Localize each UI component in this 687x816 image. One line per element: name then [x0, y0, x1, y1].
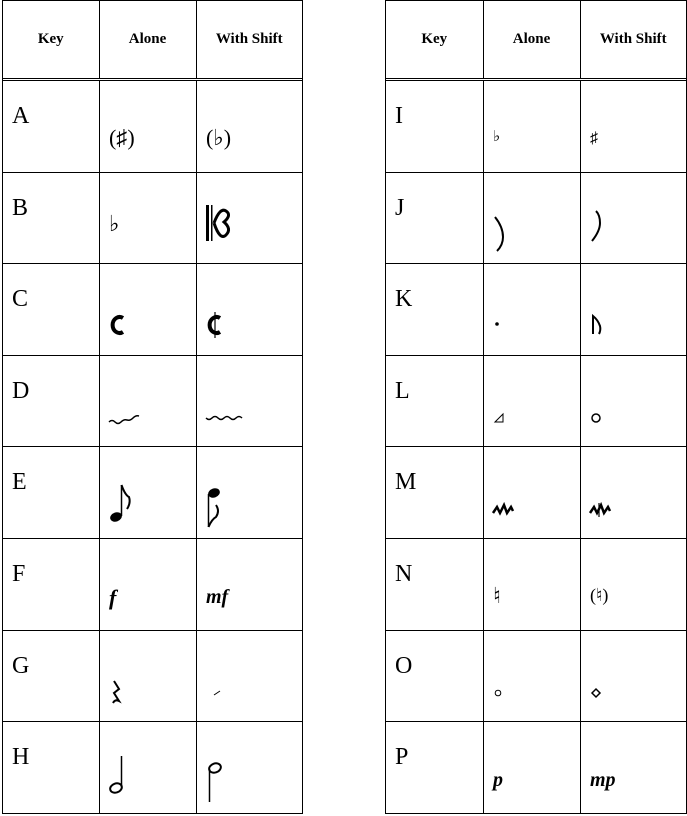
key-cell	[3, 722, 99, 813]
header-key: Key	[386, 1, 483, 80]
short-flag-icon	[590, 292, 650, 342]
key-label: B	[12, 194, 29, 221]
half-note-stem-up-icon	[109, 750, 169, 800]
glyph-cell	[580, 172, 686, 264]
key-cell	[386, 264, 483, 356]
long-flag-down-icon	[493, 201, 553, 251]
key-label: K	[395, 286, 413, 313]
glyph-cell	[483, 355, 580, 447]
glyph-cell	[483, 172, 580, 264]
key-label: G	[12, 652, 30, 679]
table-row	[3, 630, 302, 722]
key-label: O	[395, 652, 413, 679]
key-cell	[3, 172, 99, 264]
flat-icon	[109, 201, 169, 251]
key-cell	[386, 722, 483, 813]
long-flag-up-icon	[590, 201, 650, 251]
key-cell	[3, 80, 99, 173]
key-label: M	[395, 469, 417, 496]
small-sharp-icon	[590, 109, 650, 159]
table-row	[386, 722, 686, 813]
key-cell	[386, 538, 483, 630]
table-row	[3, 538, 302, 630]
key-label: L	[395, 377, 410, 404]
key-label: P	[395, 744, 409, 771]
header-with-shift: With Shift	[196, 1, 302, 80]
header-alone: Alone	[99, 1, 196, 80]
glyph-cell	[483, 80, 580, 173]
header-key: Key	[3, 1, 99, 80]
key-table-left	[2, 0, 303, 814]
glyph-cell	[483, 722, 580, 813]
table-row	[386, 355, 686, 447]
glyph-cell	[580, 722, 686, 813]
glyph-cell	[196, 264, 302, 356]
forte-icon	[109, 567, 169, 617]
mezzo-forte-icon	[206, 567, 266, 617]
glyph-cell	[99, 538, 196, 630]
glyph-cell	[99, 80, 196, 173]
quarter-rest-icon	[109, 659, 169, 709]
trill-line-icon	[109, 384, 169, 434]
glyph-cell	[99, 172, 196, 264]
table-row	[3, 355, 302, 447]
small-diamond-icon	[590, 659, 650, 709]
key-cell	[386, 355, 483, 447]
glyph-cell	[483, 447, 580, 539]
small-circle-icon	[590, 384, 650, 434]
eighth-note-stem-down-icon	[206, 475, 266, 525]
key-label: E	[12, 469, 27, 496]
glyph-cell	[580, 447, 686, 539]
vibrato-line-icon	[206, 384, 266, 434]
key-label: N	[395, 560, 413, 587]
table-row	[386, 264, 686, 356]
dot-icon	[493, 292, 553, 342]
table-row	[3, 447, 302, 539]
table-row	[386, 172, 686, 264]
table-row	[3, 264, 302, 356]
cut-time-icon	[206, 292, 266, 342]
key-label: J	[395, 194, 405, 221]
mordent-icon	[493, 475, 553, 525]
natural-icon	[493, 567, 553, 617]
common-time-icon	[109, 292, 169, 342]
key-cell	[386, 80, 483, 173]
key-cell	[386, 447, 483, 539]
header-row	[3, 1, 302, 80]
tiny-circle-icon	[493, 659, 553, 709]
glyph-cell	[196, 722, 302, 813]
key-label: H	[12, 744, 30, 771]
table-row	[3, 172, 302, 264]
glyph-cell	[196, 538, 302, 630]
piano-icon	[493, 750, 553, 800]
glyph-cell	[196, 172, 302, 264]
glyph-cell	[483, 538, 580, 630]
glyph-cell	[580, 538, 686, 630]
glyph-cell	[99, 447, 196, 539]
glyph-cell	[580, 355, 686, 447]
eighth-note-stem-up-icon	[109, 475, 169, 525]
inverted-mordent-icon	[590, 475, 650, 525]
key-cell	[386, 630, 483, 722]
glyph-cell	[196, 630, 302, 722]
glyph-cell	[580, 80, 686, 173]
small-slash-icon	[206, 659, 266, 709]
key-cell	[3, 264, 99, 356]
key-cell	[3, 630, 99, 722]
parenthesized-natural-icon	[590, 567, 650, 617]
header-row	[386, 1, 686, 80]
c-clef-icon	[206, 201, 266, 251]
glyph-cell	[196, 447, 302, 539]
glyph-cell	[196, 80, 302, 173]
parenthesized-flat-icon	[206, 109, 266, 159]
glyph-cell	[483, 630, 580, 722]
small-triangle-icon	[493, 384, 553, 434]
glyph-cell	[99, 722, 196, 813]
key-label: F	[12, 560, 26, 587]
key-label: A	[12, 103, 30, 129]
key-label: D	[12, 377, 30, 404]
table-row	[386, 447, 686, 539]
glyph-cell	[580, 264, 686, 356]
table-row	[3, 80, 302, 173]
glyph-cell	[580, 630, 686, 722]
glyph-cell	[99, 630, 196, 722]
table-row	[386, 630, 686, 722]
parenthesized-sharp-icon	[109, 109, 169, 159]
mezzo-piano-icon	[590, 750, 650, 800]
small-flat-icon	[493, 109, 553, 159]
table-row	[3, 722, 302, 813]
key-table-right	[385, 0, 687, 814]
table-row	[386, 80, 686, 173]
glyph-cell	[99, 355, 196, 447]
key-label: I	[395, 103, 403, 129]
key-cell	[3, 538, 99, 630]
glyph-cell	[196, 355, 302, 447]
half-note-stem-down-icon	[206, 750, 266, 800]
key-cell	[386, 172, 483, 264]
header-with-shift: With Shift	[580, 1, 686, 80]
header-alone: Alone	[483, 1, 580, 80]
key-label: C	[12, 286, 29, 313]
table-row	[386, 538, 686, 630]
key-cell	[3, 447, 99, 539]
glyph-cell	[99, 264, 196, 356]
key-cell	[3, 355, 99, 447]
glyph-cell	[483, 264, 580, 356]
